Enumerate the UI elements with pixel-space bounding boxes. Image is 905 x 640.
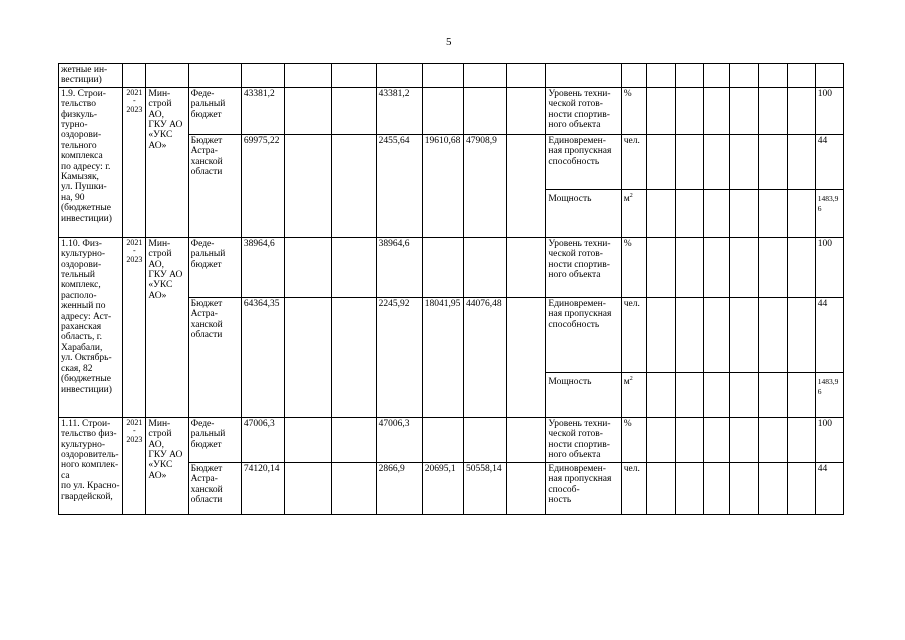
indicator-unit: чел. — [621, 134, 646, 189]
unit-superscript: 2 — [629, 192, 633, 199]
project-name-cell: 1.9. Строи- тельство физкуль- турно- оздорови- тельного комплекса по адресу: г. Камызяк, ул. Пушки- на, 90 (бюджетные инвестиции) — [59, 87, 123, 237]
amount-year-3: 44076,48 — [464, 297, 507, 417]
table-row — [59, 87, 844, 134]
table-row — [59, 64, 844, 88]
indicator-value: 100 — [815, 87, 843, 134]
executor-cell: Мин- строй АО, ГКУ АО «УКС АО» — [146, 87, 188, 237]
indicator-unit: % — [621, 237, 646, 297]
project-name-cell: жетные ин- вестиции) — [59, 64, 123, 88]
amount-year-3: 50558,14 — [464, 462, 507, 514]
amount-total: 64364,35 — [241, 297, 284, 417]
amount-year-2: 19610,68 — [422, 134, 463, 237]
project-name-cell: 1.11. Строи- тельство физ- культурно- оздоровитель- ного комплек- са по ул. Красно- гвардейской, — [59, 417, 123, 514]
indicator-unit: чел. — [621, 297, 646, 372]
indicator-name: Уровень техни- ческой готов- ности спортив- ного объекта — [546, 237, 621, 297]
amount-year-2: 18041,95 — [422, 297, 463, 417]
unit-superscript: 2 — [629, 375, 633, 382]
indicator-value: 44 — [815, 297, 843, 372]
amount-total: 38964,6 — [241, 237, 284, 297]
indicator-unit: % — [621, 417, 646, 462]
amount-year-1: 47006,3 — [376, 417, 422, 462]
indicator-name: Уровень техни- ческой готов- ности спортив- ного объекта — [546, 417, 621, 462]
indicator-name: Единовремен- ная пропускная способность — [546, 297, 621, 372]
indicator-value: 100 — [815, 417, 843, 462]
indicator-name: Уровень техни- ческой готов- ности спортив- ного объекта — [546, 87, 621, 134]
funding-source-cell: Бюджет Астра- ханской области — [188, 297, 241, 417]
amount-year-1: 2245,92 — [376, 297, 422, 417]
amount-total: 74120,14 — [241, 462, 284, 514]
executor-cell: Мин- строй АО, ГКУ АО «УКС АО» — [146, 237, 188, 417]
indicator-value: 44 — [815, 462, 843, 514]
table-row — [59, 237, 844, 297]
funding-source-cell: Феде- ральный бюджет — [188, 87, 241, 134]
funding-source-cell: Феде- ральный бюджет — [188, 237, 241, 297]
page-number: 5 — [446, 36, 452, 48]
indicator-unit: $м^2$ — [621, 189, 646, 237]
indicator-unit: % — [621, 87, 646, 134]
indicator-name: Мощность — [546, 189, 621, 237]
program-table — [58, 63, 844, 515]
years-cell: 2021 - 2023 — [123, 87, 146, 237]
indicator-unit: чел. — [621, 462, 646, 514]
amount-year-1: 2866,9 — [376, 462, 422, 514]
years-cell: 2021 - 2023 — [123, 417, 146, 514]
funding-source-cell: Феде- ральный бюджет — [188, 417, 241, 462]
amount-total: 47006,3 — [241, 417, 284, 462]
funding-source-cell: Бюджет Астра- ханской области — [188, 462, 241, 514]
indicator-value: 1483,96 — [815, 189, 843, 237]
indicator-name: Мощность — [546, 372, 621, 417]
funding-source-cell: Бюджет Астра- ханской области — [188, 134, 241, 237]
amount-year-1: 43381,2 — [376, 87, 422, 134]
indicator-unit: $м^2$ — [621, 372, 646, 417]
amount-year-1: 2455,64 — [376, 134, 422, 237]
executor-cell: Мин- строй АО, ГКУ АО «УКС АО» — [146, 417, 188, 514]
amount-total: 43381,2 — [241, 87, 284, 134]
indicator-name: Единовремен- ная пропускная способность — [546, 134, 621, 189]
indicator-value: 44 — [815, 134, 843, 189]
indicator-name: Единовремен- ная пропускная способ- ность — [546, 462, 621, 514]
table-row — [59, 417, 844, 462]
amount-year-2: 20695,1 — [422, 462, 463, 514]
indicator-value: 1483,96 — [815, 372, 843, 417]
years-cell: 2021 - 2023 — [123, 237, 146, 417]
amount-year-1: 38964,6 — [376, 237, 422, 297]
amount-total: 69975,22 — [241, 134, 284, 237]
indicator-value: 100 — [815, 237, 843, 297]
project-name-cell: 1.10. Физ- культурно- оздорови- тельный комплекс, располо- женный по адресу: Аст- раханская область, г. Харабали, ул. Октябрь- ская, 82 (бюджетные инвестиции) — [59, 237, 123, 417]
amount-year-3: 47908,9 — [464, 134, 507, 237]
